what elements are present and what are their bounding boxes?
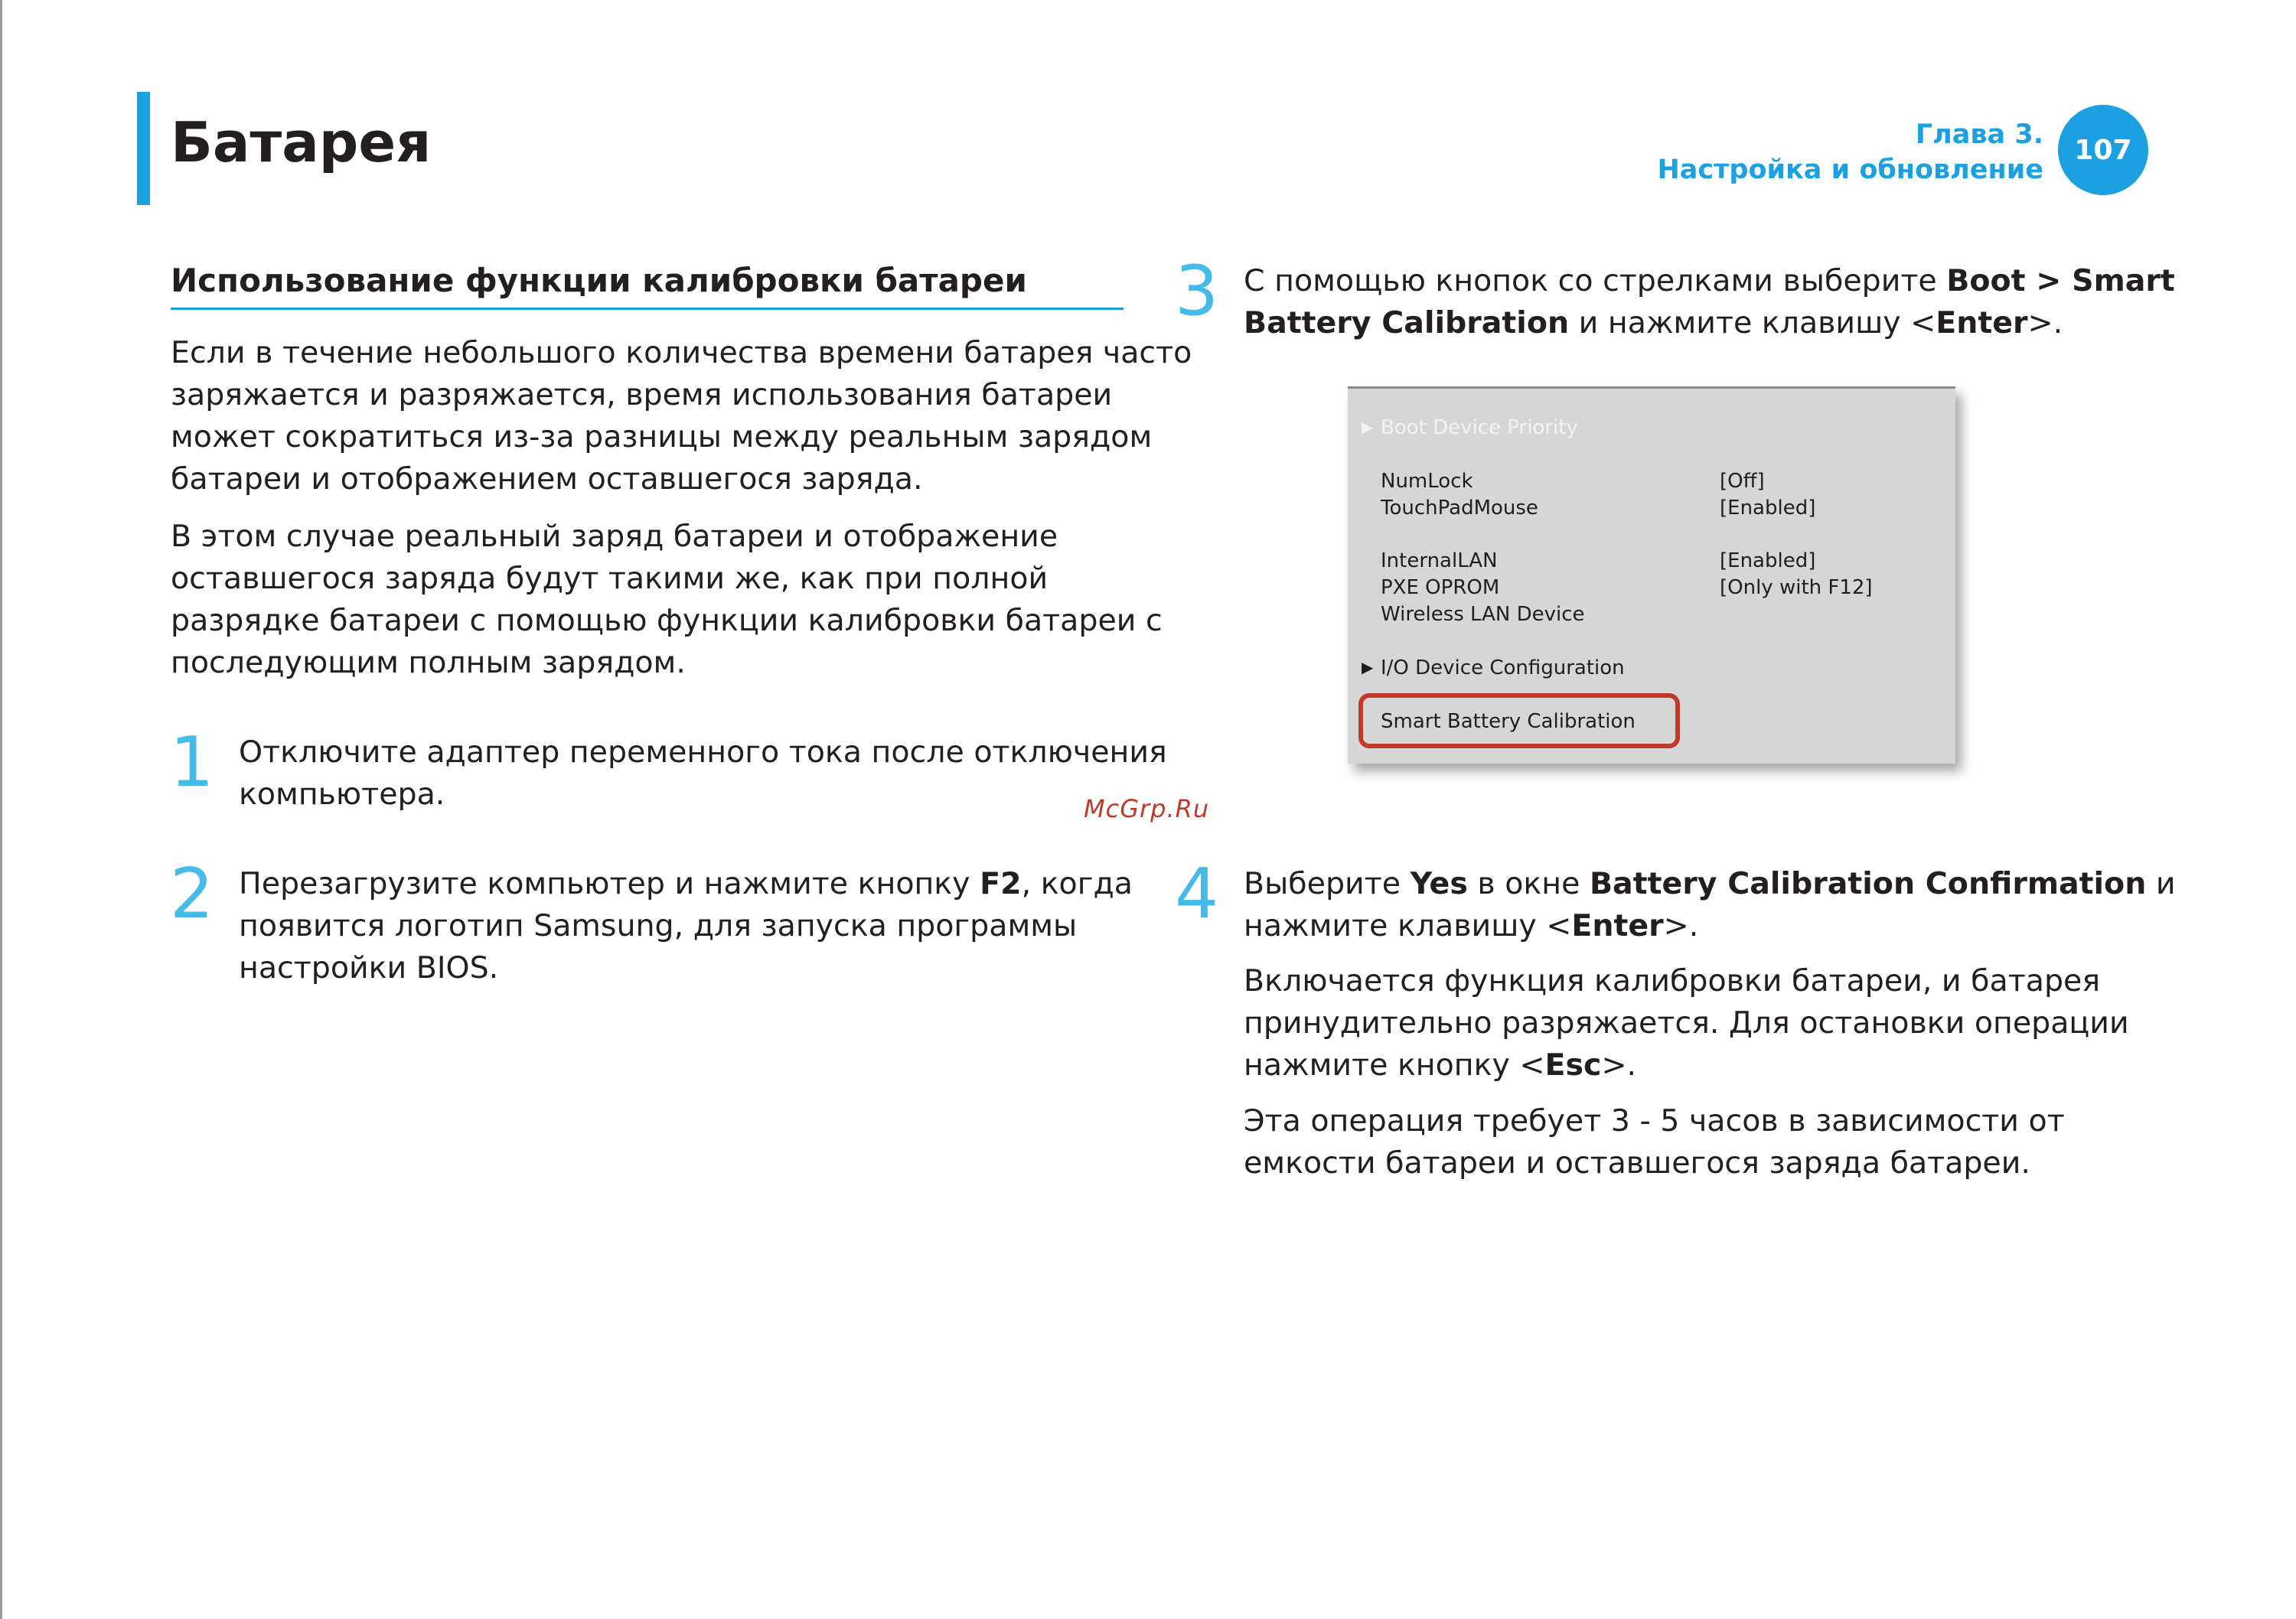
bios-numlock-label: NumLock (1381, 470, 1473, 493)
bios-wireless-label: Wireless LAN Device (1381, 603, 1585, 626)
expand-arrow-icon: ▶ (1362, 418, 1374, 436)
bios-pxe-value: [Only with F12] (1720, 576, 1873, 599)
page-number: 107 (2074, 134, 2132, 166)
page-title: Батарея (171, 110, 432, 174)
bios-touchpad-label: TouchPadMouse (1381, 497, 1538, 520)
step-4-paragraph-2: Включается функция калибровки батареи, и батарея принудительно разряжается. Для остановки операции нажмите кнопку <Esc>. (1244, 963, 2129, 1083)
bios-internal-lan-label: InternalLAN (1381, 549, 1498, 572)
step-1-number: 1 (170, 722, 214, 803)
bios-screenshot (1348, 386, 1955, 764)
intro-paragraph-1: Если в течение небольшого количества времени батарея часто заряжается и разряжается, время использования батареи может сократиться из-за разницы между реальным зарядом батареи и отображением оставшегося заряда. (171, 335, 1192, 497)
bios-pxe-label: PXE OPROM (1381, 576, 1500, 599)
bios-numlock-value: [Off] (1720, 470, 1765, 493)
step-3-text: С помощью кнопок со стрелками выберите Boot > Smart Battery Calibration и нажмите клавишу <Enter>. (1244, 263, 2175, 340)
step-4-number: 4 (1175, 854, 1219, 934)
step-4-paragraph-3: Эта операция требует 3 - 5 часов в зависимости от емкости батареи и оставшегося заряда батареи. (1244, 1103, 2065, 1181)
section-heading: Использование функции калибровки батареи (171, 262, 1027, 299)
bios-touchpad-value: [Enabled] (1720, 497, 1816, 520)
step-2-number: 2 (170, 854, 214, 934)
step-2-text: Перезагрузите компьютер и нажмите кнопку F2, когда появится логотип Samsung, для запуска программы настройки BIOS. (239, 866, 1133, 985)
bios-smart-battery-calibration: Smart Battery Calibration (1381, 710, 1636, 733)
chapter-label (1657, 117, 2043, 187)
title-accent-bar (137, 92, 150, 205)
bios-internal-lan-value: [Enabled] (1720, 549, 1816, 572)
step-3-number: 3 (1175, 251, 1219, 331)
watermark: McGrp.Ru (1084, 794, 1210, 823)
page-number-badge (2058, 105, 2148, 195)
intro-paragraph-2: В этом случае реальный заряд батареи и отображение оставшегося заряда будут такими же, как при полной разрядке батареи с помощью функции калибровки батареи с последующим полным зарядом. (171, 519, 1163, 680)
chapter-title: Настройка и обновление (1657, 155, 2043, 185)
expand-arrow-icon: ▶ (1362, 658, 1374, 676)
section-underline (171, 308, 1124, 310)
page-left-border (0, 0, 2, 1619)
bios-boot-device-priority: Boot Device Priority (1381, 416, 1578, 439)
chapter-number: Глава 3. (1915, 119, 2043, 150)
step-1-text: Отключите адаптер переменного тока после отключения компьютера. (239, 735, 1167, 812)
step-4-text: Выберите Yes в окне Battery Calibration Confirmation и нажмите клавишу <Enter>. (1244, 866, 2176, 943)
bios-io-config: I/O Device Configuration (1381, 656, 1625, 679)
